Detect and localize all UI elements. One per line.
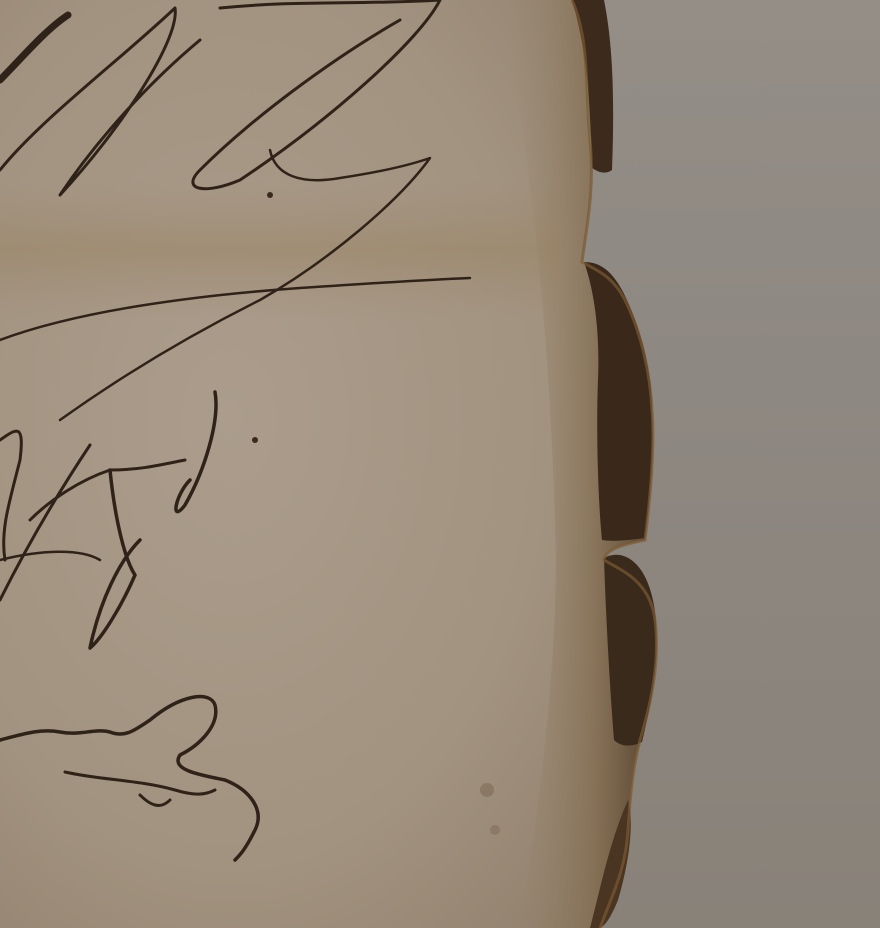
foxing-spot [480,783,494,797]
foxing-spot [490,825,500,835]
ink-speck [267,192,273,198]
water-stain-band [0,180,560,320]
ink-speck [252,437,258,443]
